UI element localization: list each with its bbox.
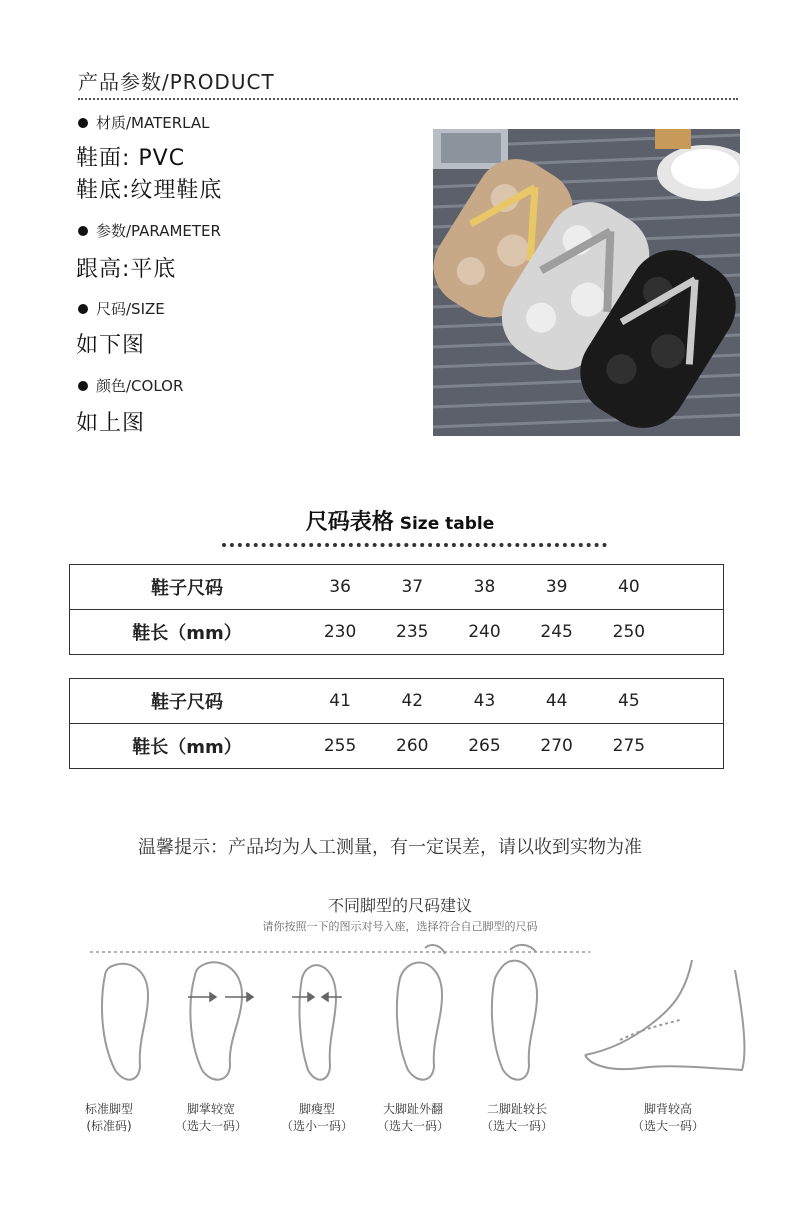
foot-type-advice: （选大一码） bbox=[376, 1119, 449, 1133]
parameter-label-row bbox=[78, 220, 221, 241]
table-cell: 37 bbox=[376, 565, 448, 610]
table-cell: 245 bbox=[521, 610, 593, 655]
table-cell bbox=[665, 565, 724, 610]
table-cell: 240 bbox=[448, 610, 520, 655]
parameter-label: 参数/PARAMETER bbox=[96, 222, 221, 240]
color-label: 颜色/COLOR bbox=[96, 377, 184, 395]
material-sole: 鞋底:纹理鞋底 bbox=[76, 178, 223, 203]
size-table-2 bbox=[69, 678, 724, 769]
dotted-divider bbox=[222, 543, 607, 547]
table-cell: 235 bbox=[376, 610, 448, 655]
row-label: 鞋长（mm） bbox=[70, 724, 305, 769]
table-cell bbox=[665, 610, 724, 655]
table-cell: 44 bbox=[521, 679, 593, 724]
table-cell: 42 bbox=[376, 679, 448, 724]
foot-type-advice: （选小一码） bbox=[280, 1119, 353, 1133]
bullet-icon bbox=[78, 381, 88, 391]
foot-type-advice: （选大一码） bbox=[174, 1119, 247, 1133]
size-label: 尺码/SIZE bbox=[96, 300, 165, 318]
table-row bbox=[70, 565, 724, 610]
row-label: 鞋子尺码 bbox=[70, 679, 305, 724]
foot-type-advice: （选大一码） bbox=[631, 1119, 704, 1133]
table-row bbox=[70, 724, 724, 769]
foot-type-wide bbox=[156, 1101, 266, 1135]
material-label-row bbox=[78, 112, 209, 133]
foot-type-name: 脚背较高 bbox=[643, 1102, 692, 1116]
bullet-icon bbox=[78, 118, 88, 128]
dotted-divider bbox=[78, 98, 738, 100]
foot-type-long-second-toe bbox=[462, 1101, 572, 1135]
foot-shapes-illustration bbox=[70, 940, 760, 1090]
table-cell: 45 bbox=[593, 679, 665, 724]
foot-type-name: 二脚趾较长 bbox=[486, 1102, 547, 1116]
table-cell: 265 bbox=[448, 724, 520, 769]
table-cell: 39 bbox=[521, 565, 593, 610]
material-label: 材质/MATERLAL bbox=[96, 114, 210, 132]
table-cell bbox=[665, 679, 724, 724]
table-cell: 40 bbox=[593, 565, 665, 610]
foot-type-advice: (标准码) bbox=[86, 1119, 132, 1133]
foot-type-name: 脚掌较宽 bbox=[186, 1102, 235, 1116]
table-cell: 260 bbox=[376, 724, 448, 769]
table-cell: 38 bbox=[448, 565, 520, 610]
foot-type-name: 标准脚型 bbox=[84, 1102, 133, 1116]
product-photo bbox=[433, 129, 740, 436]
foot-type-high-instep bbox=[613, 1101, 723, 1135]
foot-type-advice: （选大一码） bbox=[480, 1119, 553, 1133]
table-cell: 250 bbox=[593, 610, 665, 655]
foot-type-name: 大脚趾外翻 bbox=[382, 1102, 443, 1116]
table-cell: 36 bbox=[304, 565, 376, 610]
size-label-row bbox=[78, 298, 165, 319]
table-cell: 230 bbox=[304, 610, 376, 655]
size-value: 如下图 bbox=[76, 333, 146, 358]
foot-type-name: 脚瘦型 bbox=[298, 1102, 335, 1116]
foot-guide-title: 不同脚型的尺码建议 bbox=[327, 896, 472, 915]
foot-type-thin bbox=[262, 1101, 372, 1135]
flip-flops-image bbox=[433, 129, 740, 436]
table-cell: 275 bbox=[593, 724, 665, 769]
size-table-title-cn: 尺码表格 bbox=[305, 510, 394, 535]
table-row bbox=[70, 679, 724, 724]
size-table-title bbox=[0, 505, 800, 536]
foot-type-standard bbox=[54, 1101, 164, 1135]
row-label: 鞋子尺码 bbox=[70, 565, 305, 610]
material-upper: 鞋面: PVC bbox=[76, 146, 186, 171]
color-label-row bbox=[78, 375, 183, 396]
measurement-tip: 温馨提示：产品均为人工测量，有一定误差，请以收到实物为准 bbox=[138, 837, 642, 858]
size-table-title-en: Size table bbox=[399, 514, 495, 534]
parameter-value: 跟高:平底 bbox=[76, 257, 177, 282]
table-cell: 255 bbox=[304, 724, 376, 769]
table-cell bbox=[665, 724, 724, 769]
table-row bbox=[70, 610, 724, 655]
row-label: 鞋长（mm） bbox=[70, 610, 305, 655]
bullet-icon bbox=[78, 226, 88, 236]
table-cell: 43 bbox=[448, 679, 520, 724]
foot-guide-subtitle: 请你按照一下的图示对号入座，选择符合自己脚型的尺码 bbox=[262, 920, 538, 933]
bullet-icon bbox=[78, 304, 88, 314]
foot-type-bunion bbox=[358, 1101, 468, 1135]
section-title-product: 产品参数/PRODUCT bbox=[78, 70, 275, 94]
table-cell: 270 bbox=[521, 724, 593, 769]
size-table-1 bbox=[69, 564, 724, 655]
table-cell: 41 bbox=[304, 679, 376, 724]
color-value: 如上图 bbox=[76, 411, 146, 436]
